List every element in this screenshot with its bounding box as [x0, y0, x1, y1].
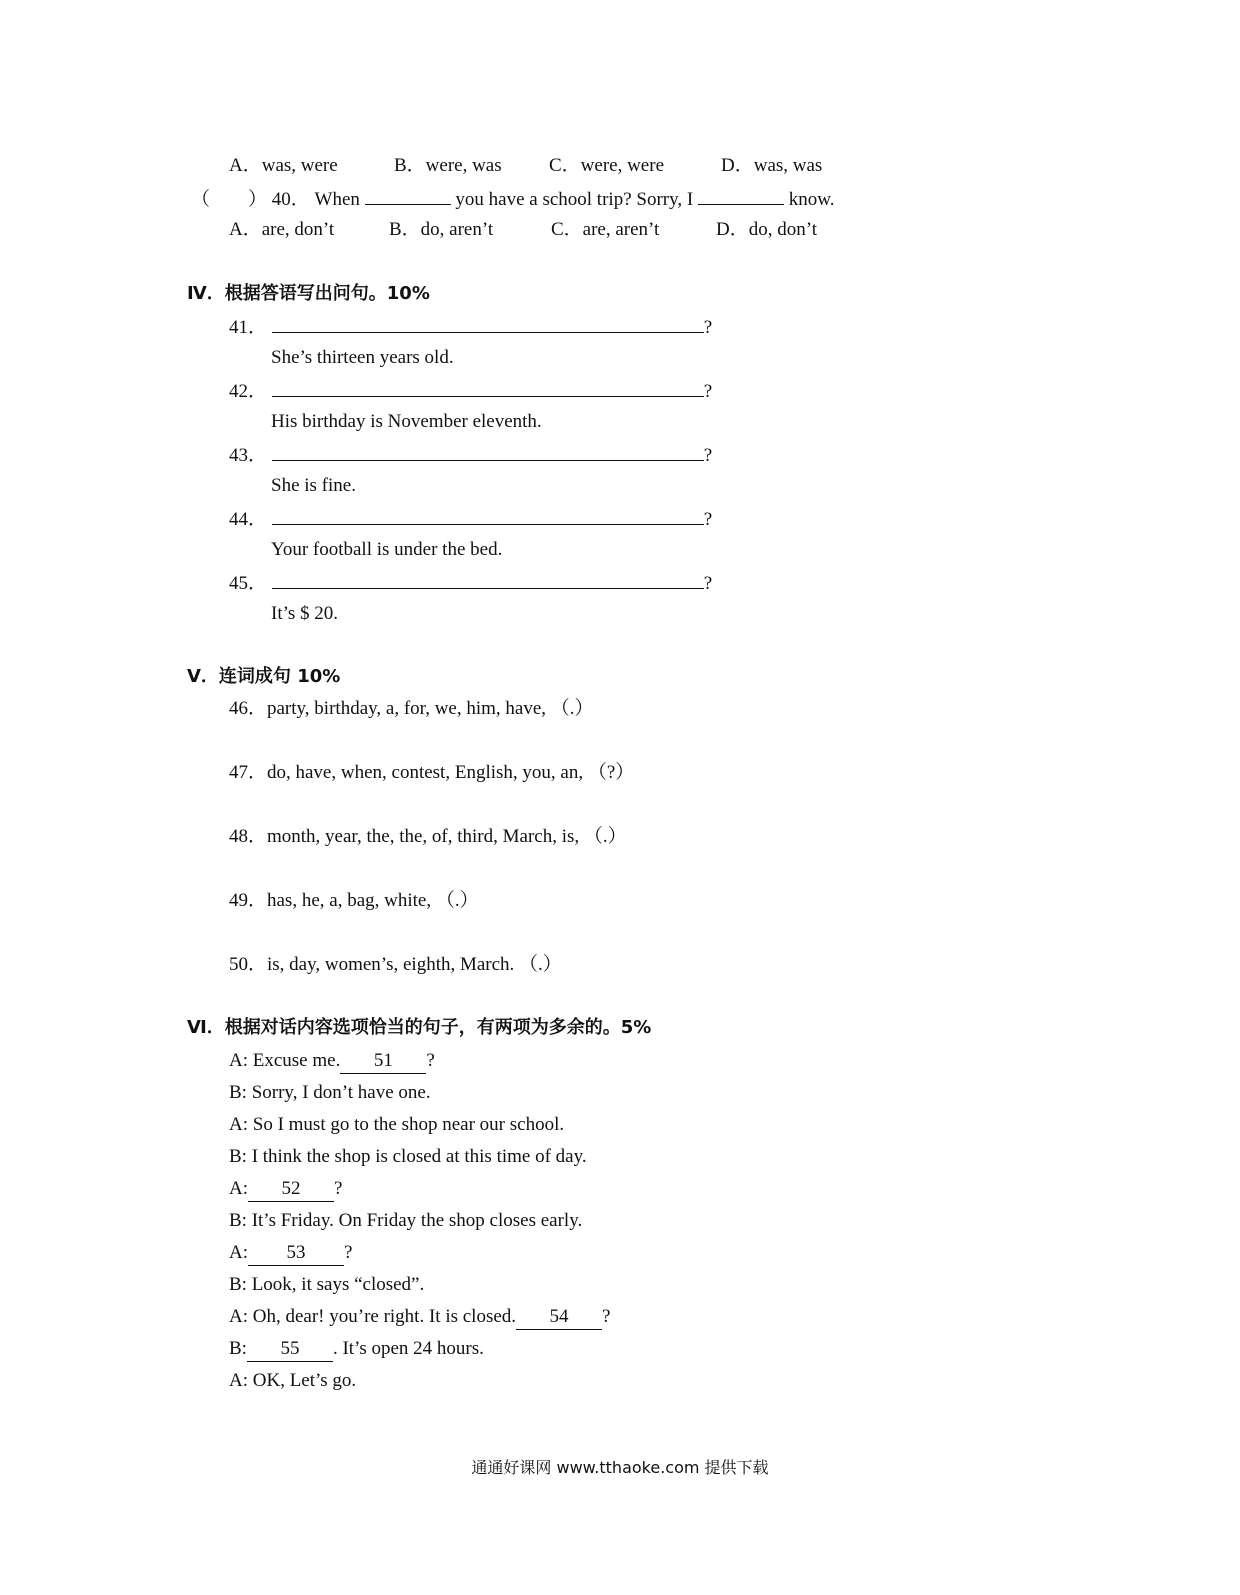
question-number: 43．: [229, 445, 268, 466]
dialogue-blank[interactable]: 52: [248, 1177, 334, 1202]
list-item: 49．has, he, a, bag, white, （.）: [229, 890, 479, 911]
dialogue-text: ?: [602, 1306, 611, 1327]
fill-blank[interactable]: [365, 186, 451, 205]
question-number: 44．: [229, 509, 268, 530]
answer-text: It’s $ 20.: [271, 603, 339, 624]
option: C．were, were: [549, 155, 665, 176]
answer-line[interactable]: [272, 506, 704, 525]
question-40: [191, 186, 834, 212]
dialogue-blank[interactable]: 54: [516, 1305, 602, 1330]
question-mark: ?: [703, 573, 713, 594]
question-mark: ?: [703, 317, 713, 338]
dialogue-line: [229, 1049, 435, 1074]
question-mark: ?: [703, 381, 713, 402]
option: A．was, were: [229, 155, 338, 176]
dialogue-line: B: Sorry, I don’t have one.: [229, 1082, 431, 1103]
dialogue-text: ?: [426, 1050, 435, 1071]
list-item: [229, 506, 712, 532]
dialogue-line: [229, 1337, 484, 1362]
dialogue-line: [229, 1241, 352, 1266]
list-item: 46．party, birthday, a, for, we, him, have, （.）: [229, 698, 594, 719]
dialogue-text: B:: [229, 1338, 247, 1359]
dialogue-blank[interactable]: 53: [248, 1241, 344, 1266]
dialogue-line: [229, 1305, 610, 1330]
section-5-heading: Ⅴ．连词成句 10%: [187, 666, 341, 687]
question-number: 42．: [229, 381, 268, 402]
dialogue-text: A: Oh, dear! you’re right. It is closed.: [229, 1306, 517, 1327]
question-text: you have a school trip? Sorry, I: [455, 189, 694, 210]
answer-text: She is fine.: [271, 475, 356, 496]
answer-paren: （ ）: [191, 189, 268, 210]
dialogue-text: ?: [334, 1178, 343, 1199]
list-item: 48．month, year, the, the, of, third, March, is, （.）: [229, 826, 627, 847]
dialogue-text: A:: [229, 1178, 248, 1199]
option: B．do, aren’t: [389, 219, 494, 240]
option: C．are, aren’t: [551, 219, 660, 240]
page-footer[interactable]: 通通好课网 www.tthaoke.com 提供下载: [471, 1458, 769, 1477]
fill-blank[interactable]: [698, 186, 784, 205]
answer-line[interactable]: [272, 570, 704, 589]
answer-text: Your football is under the bed.: [271, 539, 503, 560]
question-text: know.: [788, 189, 835, 210]
question-number: 40．: [271, 189, 310, 210]
q40-options: [229, 218, 929, 242]
dialogue-blank[interactable]: 55: [247, 1337, 333, 1362]
dialogue-line: B: It’s Friday. On Friday the shop closes early.: [229, 1210, 583, 1231]
list-item: 47．do, have, when, contest, English, you, an, （?）: [229, 762, 635, 783]
section-4-heading: Ⅳ．根据答语写出问句。10%: [187, 283, 430, 304]
list-item: [229, 442, 712, 468]
dialogue-blank[interactable]: 51: [340, 1049, 426, 1074]
question-number: 41．: [229, 317, 268, 338]
section-6-heading: Ⅵ．根据对话内容选项恰当的句子，有两项为多余的。5%: [187, 1017, 652, 1038]
dialogue-line: B: Look, it says “closed”.: [229, 1274, 425, 1295]
answer-text: She’s thirteen years old.: [271, 347, 454, 368]
question-text: When: [314, 189, 360, 210]
option: A．are, don’t: [229, 219, 335, 240]
answer-line[interactable]: [272, 442, 704, 461]
list-item: 50．is, day, women’s, eighth, March. （.）: [229, 954, 562, 975]
question-mark: ?: [703, 445, 713, 466]
list-item: [229, 570, 712, 596]
dialogue-line: A: OK, Let’s go.: [229, 1370, 357, 1391]
question-number: 45．: [229, 573, 268, 594]
list-item: [229, 378, 712, 404]
dialogue-line: [229, 1177, 342, 1202]
answer-line[interactable]: [272, 314, 704, 333]
q39-options: [229, 154, 929, 178]
list-item: [229, 314, 712, 340]
option: D．do, don’t: [716, 219, 817, 240]
dialogue-line: A: So I must go to the shop near our school.: [229, 1114, 565, 1135]
dialogue-line: B: I think the shop is closed at this time of day.: [229, 1146, 587, 1167]
dialogue-text: A: Excuse me.: [229, 1050, 341, 1071]
option: B．were, was: [394, 155, 502, 176]
dialogue-text: . It’s open 24 hours.: [332, 1338, 484, 1359]
answer-line[interactable]: [272, 378, 704, 397]
dialogue-text: ?: [344, 1242, 353, 1263]
option: D．was, was: [721, 155, 823, 176]
dialogue-text: A:: [229, 1242, 248, 1263]
answer-text: His birthday is November eleventh.: [271, 411, 542, 432]
question-mark: ?: [703, 509, 713, 530]
